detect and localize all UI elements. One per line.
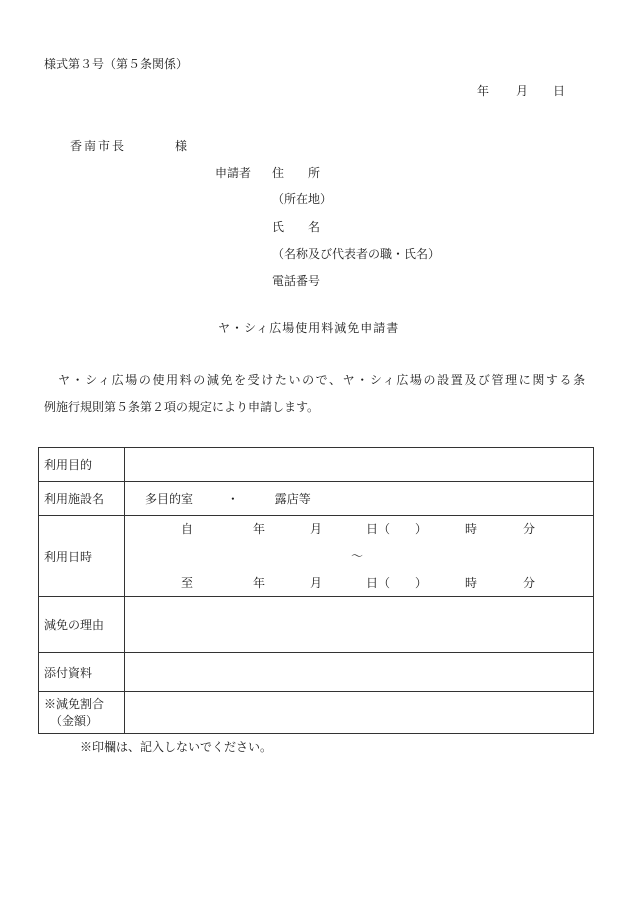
datetime-to-minute: 分 [523,576,536,590]
datetime-from-close-paren: ） [415,522,428,536]
purpose-label: 利用目的 [39,448,125,482]
reason-label: 減免の理由 [39,597,125,653]
ratio-label [39,692,125,734]
addressee-honorific: 様 [175,139,188,153]
table-row-reason [39,597,594,653]
datetime-from-label: 自 [181,522,194,536]
datetime-from-month: 月 [310,522,323,536]
datetime-from-hour: 時 [465,522,478,536]
table-row-datetime [39,516,594,597]
reason-field[interactable] [125,597,594,653]
addressee-name: 香南市長 [70,139,127,153]
body-text-line1: ヤ・シィ広場の使用料の減免を受けたいので、ヤ・シィ広場の設置及び管理に関する条 [58,373,587,387]
applicant-location-label: （所在地） [272,192,333,206]
ratio-label-line1: ※減免割合 [44,697,105,712]
datetime-label: 利用日時 [39,516,125,597]
datetime-tilde: ～ [351,549,364,563]
datetime-from-minute: 分 [523,522,536,536]
datetime-to-hour: 時 [465,576,478,590]
datetime-to-day: 日（ [366,576,391,590]
ratio-field [125,692,594,734]
datetime-to-close-paren: ） [415,576,428,590]
facility-option-stalls[interactable]: 露店等 [274,492,311,506]
table-row-ratio [39,692,594,734]
date-month-label: 月 [516,84,529,98]
purpose-field[interactable] [125,448,594,482]
date-year-label: 年 [477,84,490,98]
facility-field[interactable] [125,482,594,516]
datetime-field[interactable] [125,516,594,597]
datetime-to-year: 年 [253,576,266,590]
applicant-name-label: 氏 名 [272,220,321,234]
facility-separator: ・ [226,492,239,506]
facility-option-multipurpose-room[interactable]: 多目的室 [145,492,194,506]
form-number: 様式第３号（第５条関係） [44,57,189,71]
applicant-phone-label: 電話番号 [272,274,321,288]
table-row-attachments [39,653,594,692]
datetime-to-month: 月 [310,576,323,590]
datetime-to-label: 至 [181,576,194,590]
datetime-from-year: 年 [253,522,266,536]
attachments-label: 添付資料 [39,653,125,692]
datetime-from-day: 日（ [366,522,391,536]
facility-label: 利用施設名 [39,482,125,516]
footnote: ※印欄は、記入しないでください。 [80,740,273,754]
attachments-field[interactable] [125,653,594,692]
date-day-label: 日 [553,84,566,98]
table-row-purpose [39,448,594,482]
applicant-label: 申請者 [215,166,252,180]
table-row-facility [39,482,594,516]
applicant-name-note: （名称及び代表者の職・氏名） [272,247,441,261]
application-table [38,447,594,734]
document-title: ヤ・シィ広場使用料減免申請書 [218,321,400,335]
applicant-address-label: 住 所 [272,166,321,180]
body-text-line2: 例施行規則第５条第２項の規定により申請します。 [44,400,320,414]
ratio-label-line2: （金額） [50,713,99,728]
